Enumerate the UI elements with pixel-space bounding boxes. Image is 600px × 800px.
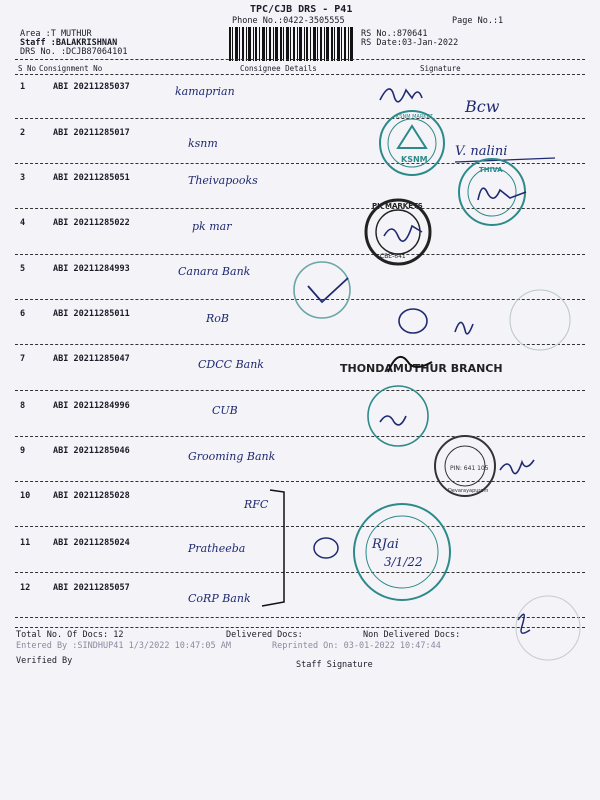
- handwritten-signature: [380, 89, 422, 102]
- bracket-mark: [262, 490, 284, 606]
- handwritten-signature: [384, 226, 422, 241]
- row-consignment: ABI 20211285017: [53, 128, 130, 138]
- row-consignee: CUB: [212, 404, 238, 417]
- faded-stamp: [516, 596, 580, 660]
- handwritten-signature: [500, 460, 534, 474]
- row-consignment: ABI 20211285028: [53, 491, 130, 501]
- stamp-pin: PIN: 641 105: [450, 465, 489, 472]
- row-sno: 10: [20, 491, 31, 501]
- area-field: Area :T MUTHUR: [20, 29, 92, 39]
- ksnm-stamp: [380, 111, 444, 175]
- pk-stamp-text: PK MARKETS: [372, 202, 423, 210]
- document-title: TPC/CJB DRS - P41: [250, 4, 353, 15]
- handwritten-signature: [380, 416, 406, 425]
- entered-by: Entered By :SINDHUP41 1/3/2022 10:47:05 AM: [16, 641, 231, 651]
- pk-stamp-sub: CBE-641: [380, 253, 406, 260]
- ksnm-stamp-text: KSNM: [401, 155, 428, 164]
- row-sno: 3: [20, 173, 26, 183]
- row-sno: 9: [20, 446, 26, 456]
- stamp-place: Devarayapuram: [448, 488, 489, 494]
- row-consignment: ABI 20211285057: [53, 583, 130, 593]
- row-sno: 7: [20, 354, 26, 364]
- row-sno: 5: [20, 264, 26, 274]
- row-sno: 2: [20, 128, 26, 138]
- staff-signature-label: Staff Signature: [296, 660, 373, 670]
- ksnm-stamp-ring: KSNM MARKET: [396, 114, 433, 120]
- rs-date: RS Date:03-Jan-2022: [361, 38, 459, 48]
- row-consignee: RoB: [206, 312, 229, 325]
- row-sno: 11: [20, 538, 31, 548]
- col-signature: Signature: [420, 64, 461, 73]
- row-sno: 8: [20, 401, 26, 411]
- total-docs: Total No. Of Docs: 12: [16, 630, 124, 640]
- row-consignment: ABI 20211285022: [53, 218, 130, 228]
- check-mark: [308, 278, 348, 302]
- row-consignment: ABI 20211285051: [53, 173, 130, 183]
- signature-text: RJai: [372, 537, 399, 552]
- handwritten-signature: [518, 614, 530, 633]
- branch-stamp-text: THONDAMUTHUR BRANCH: [340, 362, 503, 375]
- row-consignee: Theivapooks: [188, 174, 258, 187]
- col-sno: S No: [18, 64, 37, 73]
- signature-text: Bcw: [465, 97, 500, 116]
- handwritten-date: 3/1/22: [384, 555, 423, 569]
- faded-stamp: [368, 386, 428, 446]
- row-consignee: ksnm: [188, 137, 218, 150]
- college-stamp: [354, 504, 450, 600]
- row-consignment: ABI 20211285047: [53, 354, 130, 364]
- verified-by: Verified By: [16, 656, 73, 666]
- gramma-bank-stamp: [435, 436, 495, 496]
- reprinted-on: Reprinted On: 03-01-2022 10:47:44: [272, 641, 441, 651]
- row-consignment: ABI 20211284996: [53, 401, 130, 411]
- phone-number: Phone No.:0422-3505555: [232, 16, 345, 26]
- row-consignee: kamaprian: [175, 85, 235, 98]
- faded-stamp: [294, 262, 350, 318]
- handwritten-signature: [455, 322, 473, 333]
- staff-field: Staff :BALAKRISHNAN: [20, 38, 118, 48]
- row-consignee: pk mar: [192, 220, 232, 233]
- row-consignment: ABI 20211285037: [53, 82, 130, 92]
- handwritten-circle: [314, 538, 338, 558]
- thiva-stamp: [459, 159, 525, 225]
- row-sno: 12: [20, 583, 31, 593]
- row-consignee: CDCC Bank: [198, 358, 264, 371]
- row-consignee: RFC: [244, 498, 269, 511]
- drs-number: DRS No. :DCJB87064101: [20, 47, 128, 57]
- row-consignee: Canara Bank: [178, 265, 251, 278]
- row-sno: 6: [20, 309, 26, 319]
- faded-stamp: [510, 290, 570, 350]
- row-consignee: Pratheeba: [188, 542, 246, 555]
- handwritten-circle: [399, 309, 427, 333]
- row-consignment: ABI 20211285024: [53, 538, 130, 548]
- col-consignee: Consignee Details: [240, 64, 317, 73]
- row-consignment: ABI 20211284993: [53, 264, 130, 274]
- row-consignee: Grooming Bank: [188, 450, 276, 463]
- thiva-stamp-text: THIVA: [479, 166, 503, 174]
- page-number: Page No.:1: [452, 16, 504, 26]
- signature-text: V. nalini: [455, 144, 508, 159]
- row-consignment: ABI 20211285046: [53, 446, 130, 456]
- pk-markets-stamp: [366, 200, 430, 264]
- row-sno: 4: [20, 218, 26, 228]
- row-consignment: ABI 20211285011: [53, 309, 130, 319]
- row-sno: 1: [20, 82, 26, 92]
- handwritten-signature: [478, 188, 526, 200]
- rs-number: RS No.:870641: [361, 29, 428, 39]
- non-delivered-docs: Non Delivered Docs:: [363, 630, 461, 640]
- row-consignee: CoRP Bank: [188, 592, 251, 605]
- delivered-docs: Delivered Docs:: [226, 630, 303, 640]
- col-consignment: Consignment No: [39, 64, 103, 73]
